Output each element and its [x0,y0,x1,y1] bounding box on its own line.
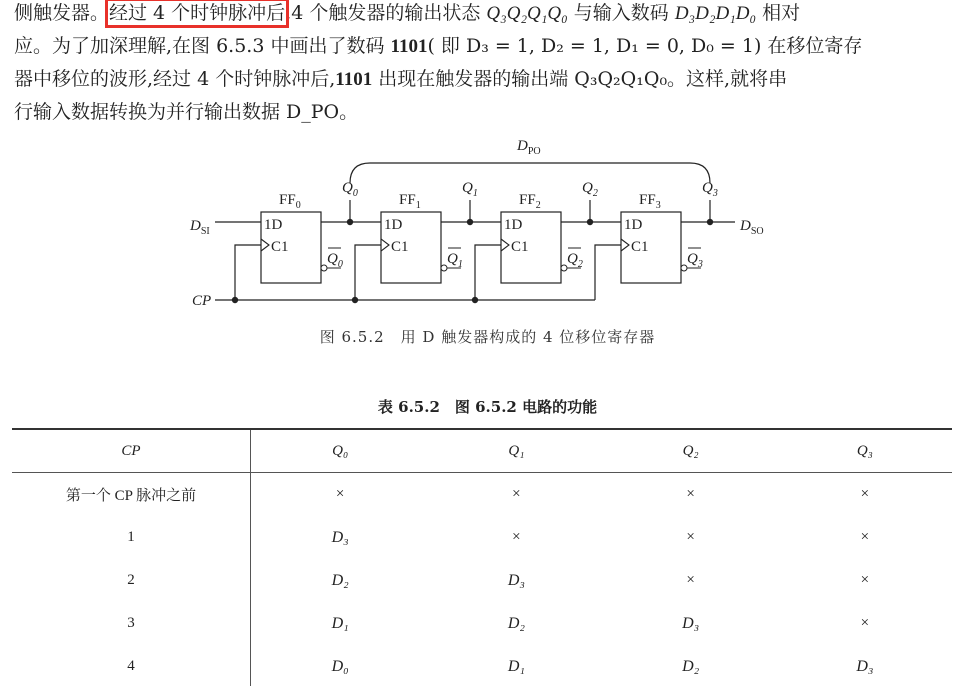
text: 应。为了加深理解,在图 6.5.3 中画出了数码 [14,35,391,57]
table-cell: 2 [12,559,251,602]
dso-label: $D_{SO}$ [740,218,764,237]
table-cell [429,602,603,645]
clock-input-label: C1 [631,239,649,255]
cp-label: CP [192,293,212,309]
text: 出现在触发器的输出端 Q₃Q₂Q₁Q₀。这样,就将串 [372,68,788,90]
shift-register-diagram [0,0,975,330]
table-cell: × [335,486,345,502]
flip-flop-name: $FF_0$ [279,192,301,211]
table-cell [251,602,430,645]
function-table [12,428,952,686]
q-output-label: $Q_2$ [582,180,598,199]
table-cell: × [860,572,870,588]
table-cell: × [860,615,870,631]
column-header: Q₁ [429,429,603,473]
junction-dot [467,219,473,225]
junction-dot [707,219,713,225]
table-cell: × [512,486,521,502]
bold-text: 1101 [335,69,373,90]
d-input-label: 1D [384,217,403,233]
junction-dot [232,297,238,303]
bold-text: 1101 [390,36,428,57]
table-header-row [12,429,952,473]
table-row [12,645,952,686]
flip-flop-1 [352,180,501,303]
flip-flop-name: $FF_1$ [399,192,421,211]
cell-value: D₂ [507,614,525,632]
q-output-label: $Q_3$ [702,180,718,199]
cell-value: D₃ [856,657,874,675]
paragraph-line: 行输入数据转换为并行输出数据 D_PO。 [14,101,359,123]
q-output-label: $Q_0$ [342,180,358,199]
table-cell [251,516,430,559]
table-cell: 第一个 CP 脉冲之前 [12,473,251,517]
math-text: Q₃Q₂Q₁Q₀ [486,3,568,24]
flip-flop-3 [595,180,718,300]
q-bar-label: $Q_2$ [567,251,583,270]
table-cell [604,602,778,645]
table-cell: × [686,572,695,588]
table-cell: × [686,529,695,545]
cell-value: D₀ [331,657,349,675]
highlighted-phrase: 经过 4 个时钟脉冲后 [109,2,286,24]
clock-triangle-icon [261,239,269,251]
dpo-label: $D_{PO}$ [517,138,541,157]
table-row [12,559,952,602]
q-bar-label: $Q_0$ [327,251,343,270]
table-cell [429,645,603,686]
junction-dot [587,219,593,225]
table-cell [604,645,778,686]
d-input-label: 1D [504,217,523,233]
flip-flop-0 [232,180,381,303]
q-bar-label: $Q_3$ [687,251,703,270]
table-cell [778,645,952,686]
table-cell: × [512,529,521,545]
cell-value: D₁ [507,657,525,675]
text: 器中移位的波形,经过 4 个时钟脉冲后, [14,68,336,90]
dsi-label: $D_{SI}$ [190,218,210,237]
cell-value: D₁ [331,614,349,632]
text: 相对 [756,2,801,24]
text: ( 即 D₃ = 1, D₂ = 1, D₁ = 0, D₀ = 1) 在移位寄存 [427,35,863,57]
d-input-label: 1D [624,217,643,233]
column-header: Q₃ [778,429,952,473]
junction-dot [352,297,358,303]
junction-dot [347,219,353,225]
cell-value: D₃ [331,528,349,546]
table-cell: × [686,486,695,502]
text: 与输入数码 [567,2,675,24]
table-cell: 4 [12,645,251,686]
flip-flop-name: $FF_3$ [639,192,661,211]
table-cell: × [860,529,870,545]
table-row [12,516,952,559]
math-text: D₃D₂D₁D₀ [674,3,757,24]
column-header: Q₂ [604,429,778,473]
table-cell: 3 [12,602,251,645]
figure-caption: 图 6.5.2 用 D 触发器构成的 4 位移位寄存器 [319,328,656,346]
clock-triangle-icon [501,239,509,251]
table-row [12,602,952,645]
table-title: 表 6.5.2 图 6.5.2 电路的功能 [377,398,598,416]
q-output-label: $Q_1$ [462,180,478,199]
cell-value: D₃ [507,571,525,589]
column-header: Q₀ [251,429,430,473]
text: 侧触发器。 [14,2,110,24]
table-cell [251,559,430,602]
cell-value: D₂ [331,571,349,589]
table-cell: 1 [12,516,251,559]
q-bar-label: $Q_1$ [447,251,463,270]
dpo-brace [350,163,710,183]
cell-value: D₂ [682,657,700,675]
junction-dot [472,297,478,303]
clock-input-label: C1 [271,239,289,255]
clock-input-label: C1 [391,239,409,255]
table-cell: × [860,486,870,502]
flip-flop-name: $FF_2$ [519,192,541,211]
clock-triangle-icon [621,239,629,251]
cell-value: D₃ [682,614,700,632]
flip-flop-2 [472,180,621,303]
d-input-label: 1D [264,217,283,233]
clock-triangle-icon [381,239,389,251]
table-row [12,473,952,517]
table-cell [251,645,430,686]
text: ,4 个触发器的输出状态 [285,2,487,24]
table-cell [429,559,603,602]
column-header: CP [12,429,251,473]
clock-input-label: C1 [511,239,529,255]
